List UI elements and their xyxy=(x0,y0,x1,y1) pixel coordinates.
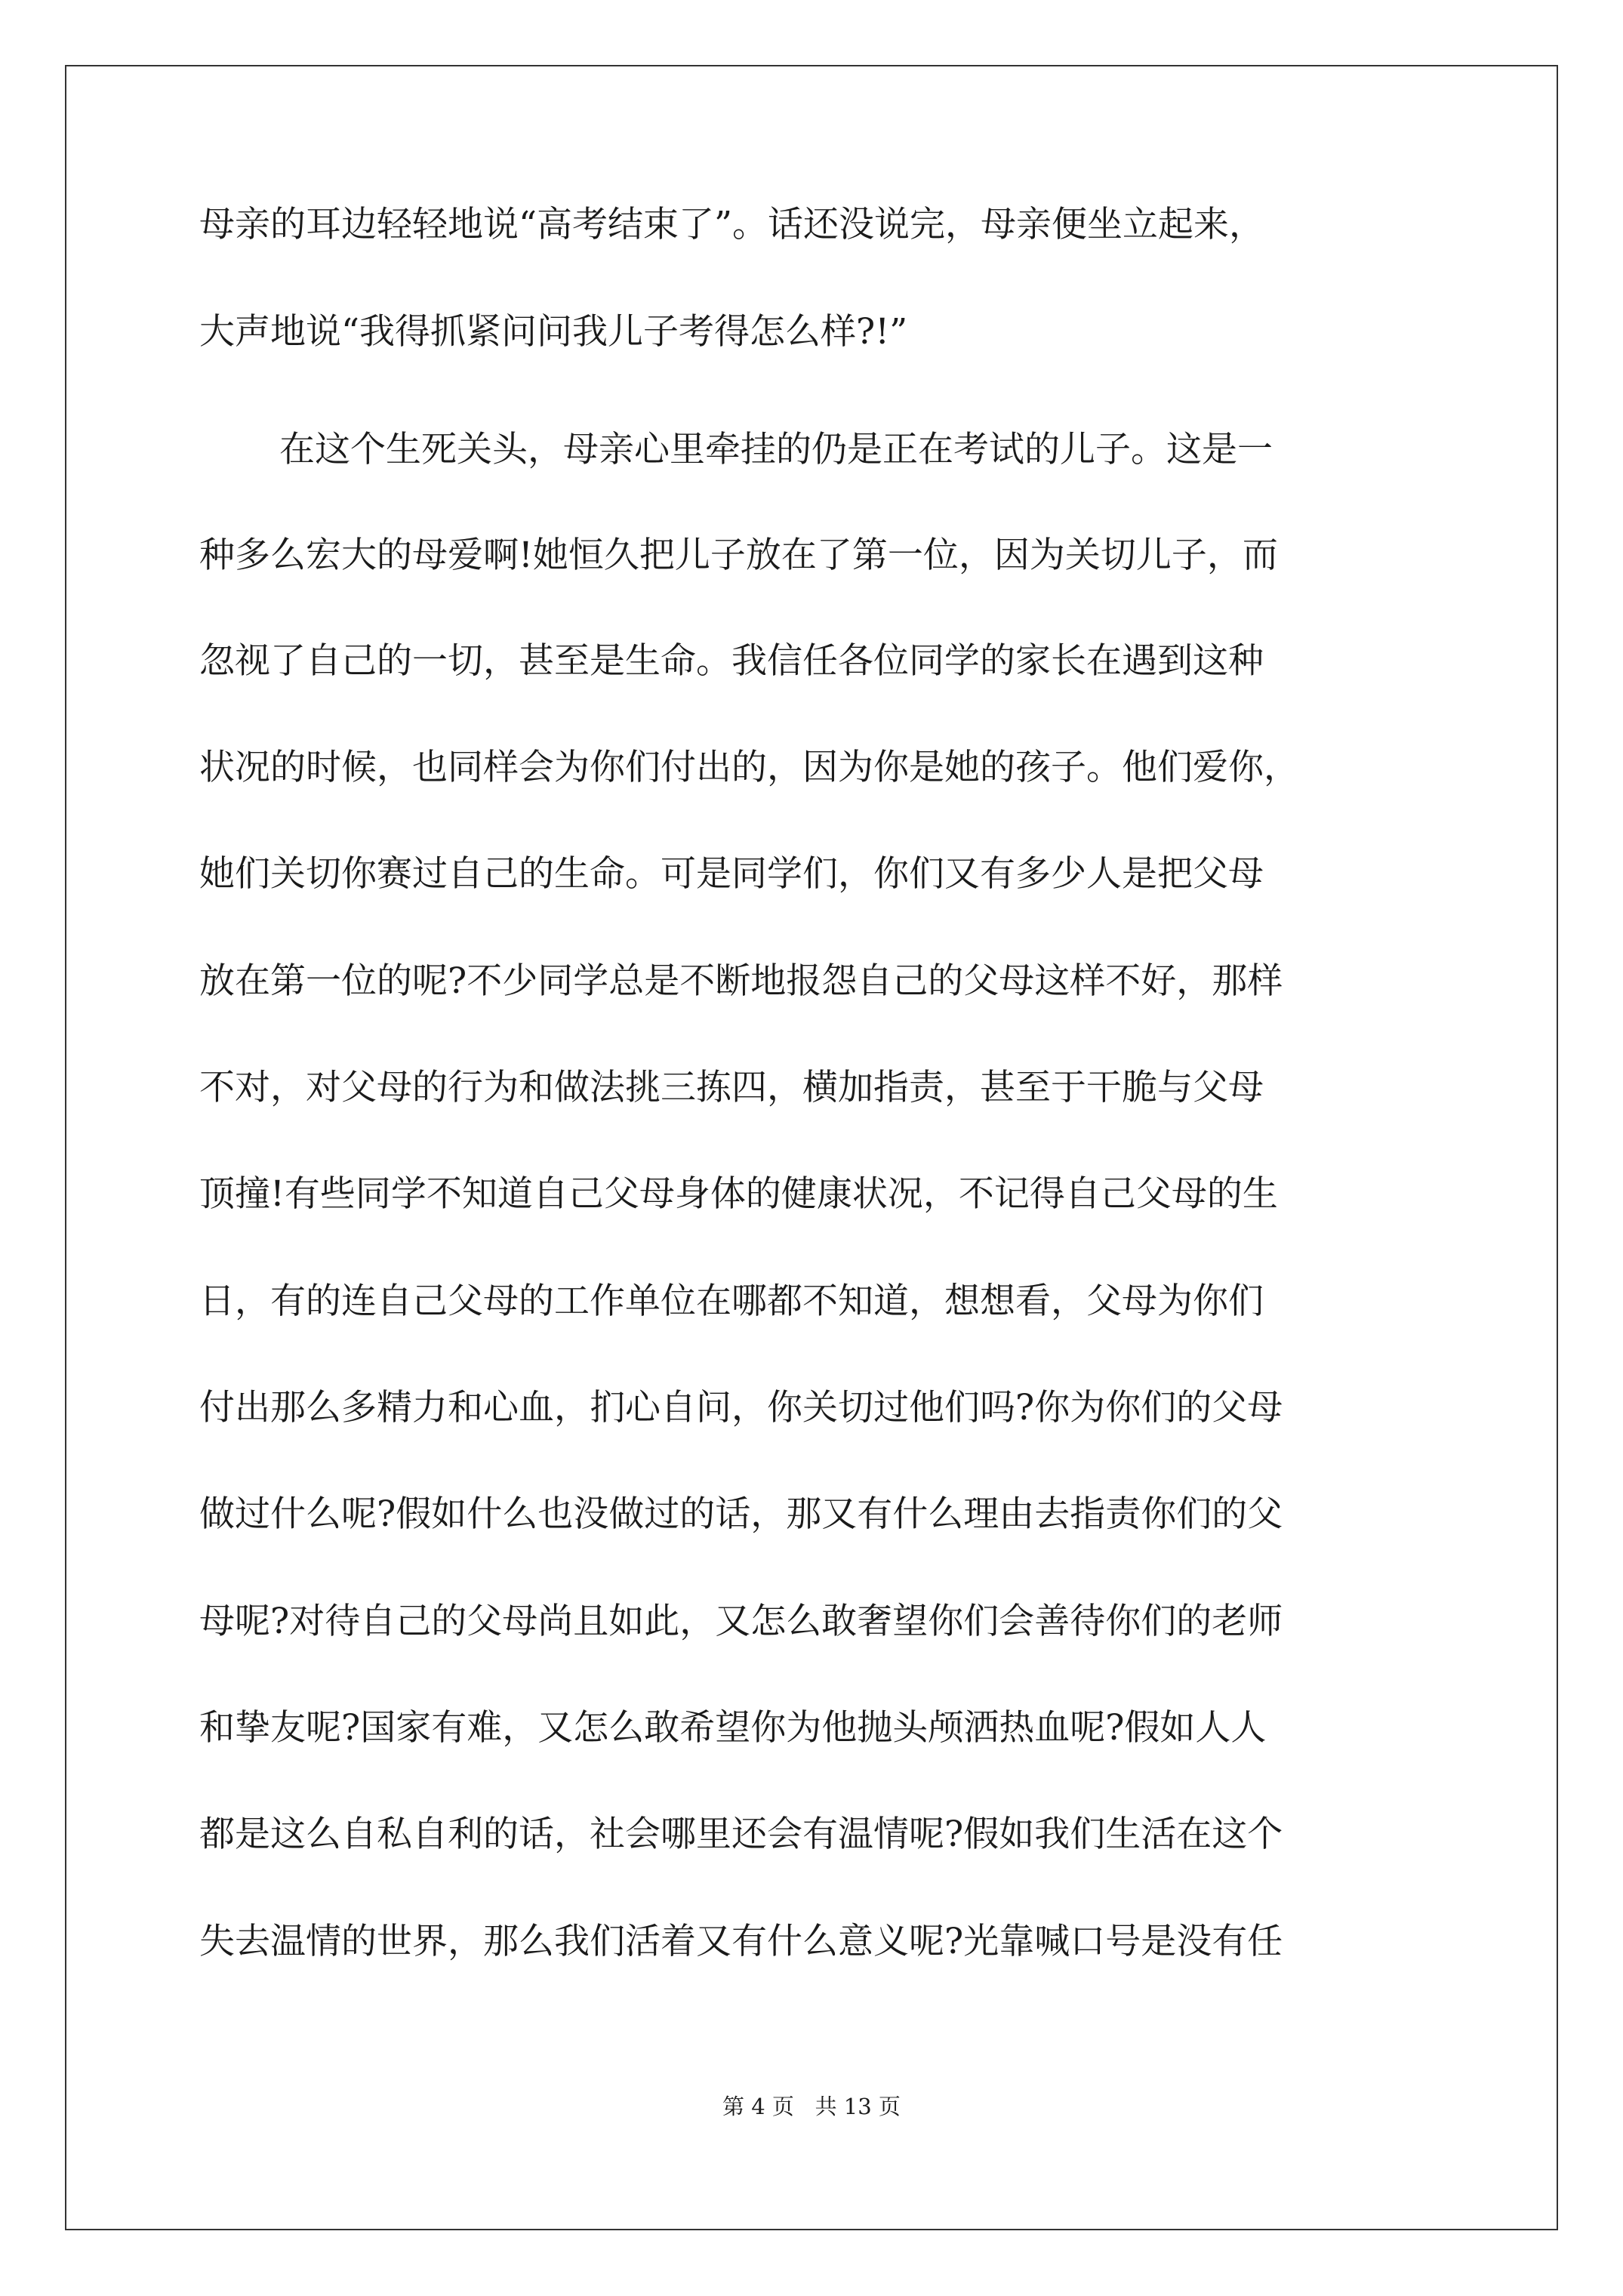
text-line-13: 做过什么呢?假如什么也没做过的话，那又有什么理由去指责你们的父 xyxy=(199,1493,1283,1535)
text-line-11: 日，有的连自己父母的工作单位在哪都不知道，想想看，父母为你们 xyxy=(199,1281,1264,1322)
text-line-17: 失去温情的世界，那么我们活着又有什么意义呢?光靠喊口号是没有任 xyxy=(199,1921,1283,1962)
text-line-14: 母呢?对待自己的父母尚且如此，又怎么敢奢望你们会善待你们的老师 xyxy=(199,1601,1283,1642)
text-line-10: 顶撞!有些同学不知道自己父母身体的健康状况，不记得自己父母的生 xyxy=(199,1173,1278,1215)
page-total: 共 13 页 xyxy=(815,2094,901,2119)
text-line-8: 放在第一位的呢?不少同学总是不断地报怨自己的父母这样不好，那样 xyxy=(199,960,1283,1002)
text-line-1: 母亲的耳边轻轻地说“高考结束了”。话还没说完，母亲便坐立起来， xyxy=(199,204,1265,245)
text-line-2: 大声地说“我得抓紧问问我儿子考得怎么样?!” xyxy=(199,311,908,353)
page-number: 第 4 页 xyxy=(722,2094,794,2119)
text-line-16: 都是这么自私自利的话，社会哪里还会有温情呢?假如我们生活在这个 xyxy=(199,1814,1283,1855)
text-line-5: 忽视了自己的一切，甚至是生命。我信任各位同学的家长在遇到这种 xyxy=(199,640,1264,682)
text-line-6: 状况的时候，也同样会为你们付出的，因为你是她的孩子。他们爱你， xyxy=(199,747,1299,788)
page-border xyxy=(65,65,1558,2230)
text-line-12: 付出那么多精力和心血，扪心自问，你关切过他们吗?你为你们的父母 xyxy=(199,1387,1283,1428)
text-line-3-indented: 在这个生死关头，母亲心里牵挂的仍是正在考试的儿子。这是一 xyxy=(279,429,1273,470)
text-line-4: 种多么宏大的母爱啊!她恒久把儿子放在了第一位，因为关切儿子，而 xyxy=(199,535,1278,576)
page-footer xyxy=(0,2091,1623,2122)
text-line-15: 和挚友呢?国家有难，又怎么敢希望你为他抛头颅洒热血呢?假如人人 xyxy=(199,1707,1267,1749)
text-line-9: 不对，对父母的行为和做法挑三拣四，横加指责，甚至于干脆与父母 xyxy=(199,1067,1264,1108)
text-line-7: 她们关切你赛过自己的生命。可是同学们，你们又有多少人是把父母 xyxy=(199,853,1264,895)
